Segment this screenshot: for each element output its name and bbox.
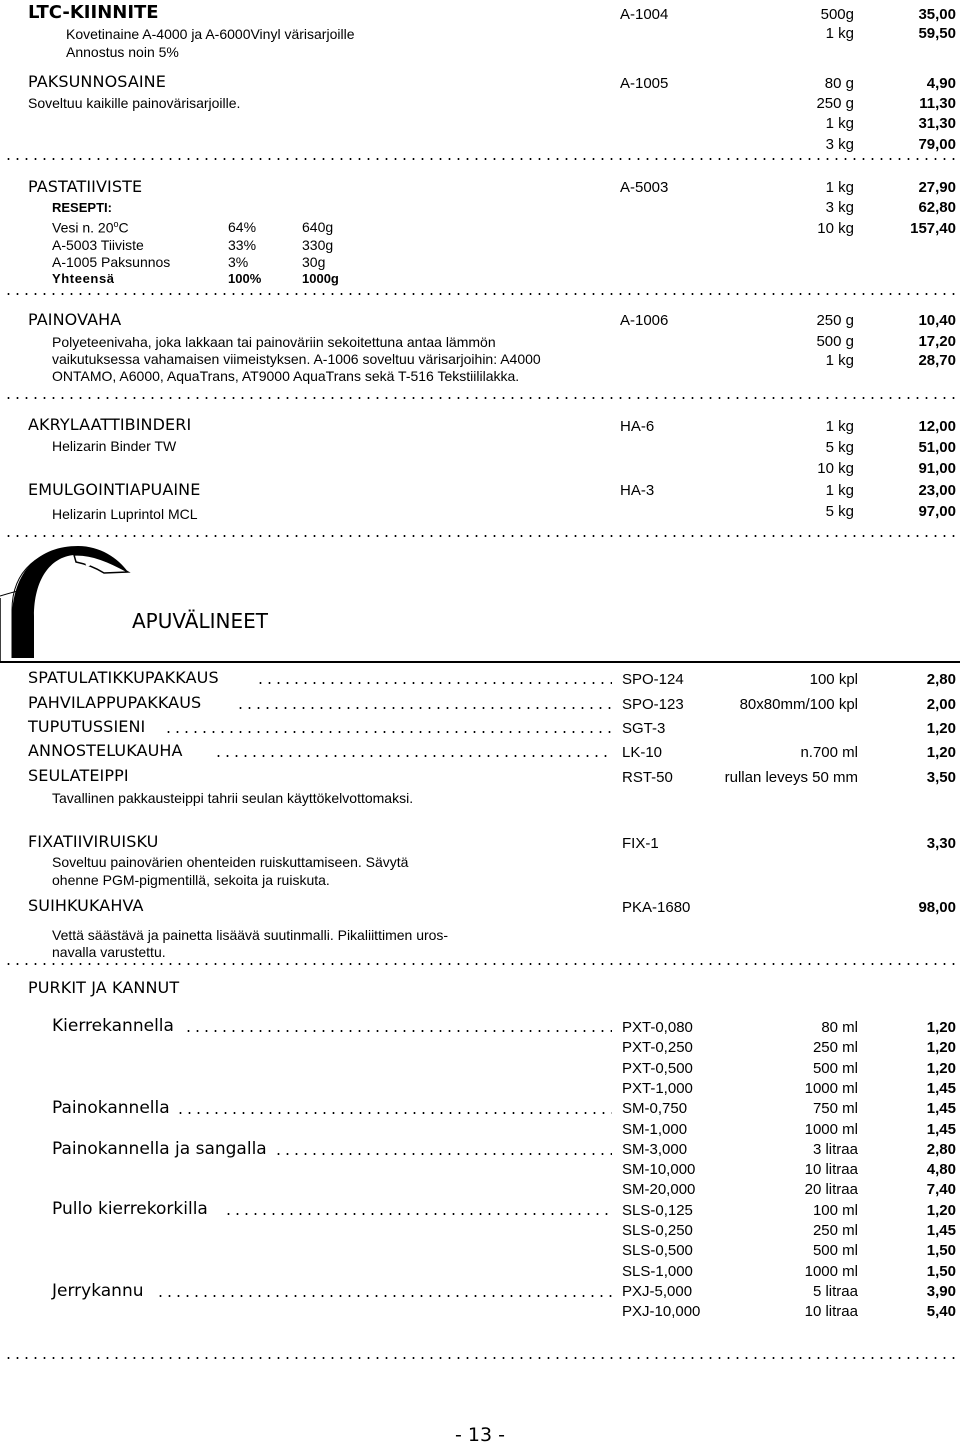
purkit-row-code: SM-3,000	[622, 1141, 688, 1158]
emulg-title: EMULGOINTIAPUAINE	[28, 480, 201, 499]
purkit-row-price: 1,45	[926, 1222, 956, 1239]
recipe-row-pct: 3%	[228, 254, 249, 270]
bird-eye-icon	[86, 562, 91, 567]
purkit-row-price: 4,80	[926, 1161, 956, 1178]
tool-price-tuputussieni: 1,20	[926, 720, 956, 737]
akryl-qty-2: 5 kg	[825, 439, 854, 456]
purkit-row-code: SLS-0,125	[622, 1202, 693, 1219]
painovaha-code: A-1006	[620, 312, 669, 329]
painovaha-title: PAINOVAHA	[28, 310, 122, 329]
purkit-group-painokannella: Painokannella	[52, 1098, 170, 1118]
purkit-row-qty: 250 ml	[812, 1039, 858, 1056]
purkit-row-price: 1,50	[926, 1242, 956, 1259]
paksunnos-price-1: 4,90	[926, 75, 956, 92]
dotted-leader	[164, 731, 612, 733]
dotted-separator	[4, 158, 956, 160]
bird-banner-graphic	[0, 540, 960, 665]
purkit-row-code: SM-0,750	[622, 1100, 688, 1117]
dotted-separator	[4, 963, 956, 965]
purkit-row-price: 1,45	[926, 1100, 956, 1117]
pastatiiviste-title: PASTATIIVISTE	[28, 177, 143, 196]
purkit-row-price: 5,40	[926, 1303, 956, 1320]
purkit-row-code: SM-1,000	[622, 1121, 688, 1138]
tool-code-annostelukauha: LK-10	[622, 744, 663, 761]
recipe-total-pct: 100%	[228, 271, 262, 286]
painovaha-price-3: 28,70	[918, 352, 956, 369]
ltc-title: LTC-KIINNITE	[28, 2, 159, 23]
recipe-row-pct: 64%	[228, 219, 257, 235]
purkit-row-qty: 250 ml	[812, 1222, 858, 1239]
pastatiiviste-qty-3: 10 kg	[817, 220, 854, 237]
recipe-row-amount: 640g	[302, 219, 334, 235]
painovaha-qty-3: 1 kg	[825, 352, 854, 369]
purkit-row-qty: 10 litraa	[804, 1161, 858, 1178]
purkit-row-price: 3,90	[926, 1283, 956, 1300]
recipe-total-name: Yhteensä	[52, 271, 115, 286]
akryl-price-1: 12,00	[918, 418, 956, 435]
recipe-row-name: A-1005 Paksunnos	[52, 254, 171, 270]
pastatiiviste-price-2: 62,80	[918, 199, 956, 216]
purkit-row-code: PXT-0,250	[622, 1039, 693, 1056]
akryl-desc: Helizarin Binder TW	[52, 438, 177, 454]
purkit-row-code: SM-10,000	[622, 1161, 696, 1178]
tool-qty-spatula: 100 kpl	[809, 671, 858, 688]
recipe-label: RESEPTI:	[52, 200, 112, 215]
ltc-price-1: 35,00	[918, 6, 956, 23]
recipe-row-pct: 33%	[228, 237, 257, 253]
purkit-row-code: SLS-0,500	[622, 1242, 693, 1259]
purkit-row-price: 1,50	[926, 1263, 956, 1280]
purkit-row-qty: 500 ml	[812, 1060, 858, 1077]
purkit-row-code: PXJ-10,000	[622, 1303, 701, 1320]
purkit-row-code: SLS-1,000	[622, 1263, 693, 1280]
apuvalineet-heading: APUVÄLINEET	[132, 609, 268, 633]
purkit-row-price: 2,80	[926, 1141, 956, 1158]
purkit-row-qty: 20 litraa	[804, 1181, 858, 1198]
fixatiivi-desc-2: ohenne PGM-pigmentillä, sekoita ja ruiskuta.	[52, 872, 330, 888]
tool-name-spatula: SPATULATIKKUPAKKAUS	[28, 668, 219, 687]
purkit-row-price: 1,20	[926, 1019, 956, 1036]
recipe-row-amount: 30g	[302, 254, 326, 270]
tool-code-seulateippi: RST-50	[622, 769, 673, 786]
dotted-leader	[274, 1153, 612, 1155]
purkit-row-price: 1,45	[926, 1080, 956, 1097]
dotted-leader	[224, 1213, 612, 1215]
painovaha-qty-1: 250 g	[816, 312, 854, 329]
purkit-row-price: 1,20	[926, 1202, 956, 1219]
paksunnos-code: A-1005	[620, 75, 669, 92]
dotted-separator	[4, 293, 956, 295]
fixatiivi-price: 3,30	[926, 835, 956, 852]
purkit-row-price: 1,45	[926, 1121, 956, 1138]
purkit-row-code: SM-20,000	[622, 1181, 696, 1198]
painovaha-price-1: 10,40	[918, 312, 956, 329]
painovaha-desc-1: Polyeteenivaha, joka lakkaan tai painoväriin sekoitettuna antaa lämmön	[52, 334, 496, 350]
purkit-row-code: SLS-0,250	[622, 1222, 693, 1239]
purkit-row-qty: 1000 ml	[804, 1263, 858, 1280]
tool-qty-annostelukauha: n.700 ml	[800, 744, 858, 761]
purkit-row-code: PXT-1,000	[622, 1080, 693, 1097]
purkit-group-jerrykannu: Jerrykannu	[52, 1281, 144, 1301]
suihku-code: PKA-1680	[622, 899, 691, 916]
ltc-code: A-1004	[620, 6, 669, 23]
tool-code-tuputussieni: SGT-3	[622, 720, 666, 737]
purkit-row-code: PXT-0,080	[622, 1019, 693, 1036]
paksunnos-title: PAKSUNNOSAINE	[28, 72, 166, 91]
tool-name-seulateippi: SEULATEIPPI	[28, 766, 129, 785]
pastatiiviste-code: A-5003	[620, 179, 669, 196]
fixatiivi-desc-1: Soveltuu painovärien ohenteiden ruiskuttamiseen. Sävytä	[52, 854, 409, 870]
purkit-row-qty: 1000 ml	[804, 1121, 858, 1138]
tool-price-seulateippi: 3,50	[926, 769, 956, 786]
recipe-total-amount: 1000g	[302, 271, 339, 286]
akryl-price-2: 51,00	[918, 439, 956, 456]
paksunnos-qty-1: 80 g	[824, 75, 854, 92]
pastatiiviste-price-3: 157,40	[910, 220, 956, 237]
tool-name-tuputussieni: TUPUTUSSIENI	[28, 717, 146, 736]
akryl-code: HA-6	[620, 418, 655, 435]
akryl-qty-1: 1 kg	[825, 418, 854, 435]
ltc-qty-2: 1 kg	[825, 25, 854, 42]
recipe-row-name: Vesi n. 20$^o$C	[52, 219, 129, 236]
ltc-desc-2: Annostus noin 5%	[66, 44, 179, 60]
tool-code-pahvilappu: SPO-123	[622, 696, 684, 713]
tool-price-pahvilappu: 2,00	[926, 696, 956, 713]
akryl-price-3: 91,00	[918, 460, 956, 477]
emulg-qty-2: 5 kg	[825, 503, 854, 520]
dotted-leader	[176, 1112, 612, 1114]
tool-qty-seulateippi: rullan leveys 50 mm	[724, 769, 858, 786]
purkit-group-pullo: Pullo kierrekorkilla	[52, 1199, 208, 1219]
emulg-price-2: 97,00	[918, 503, 956, 520]
suihku-desc-2: navalla varustettu.	[52, 944, 166, 960]
ltc-price-2: 59,50	[918, 25, 956, 42]
dotted-separator	[4, 397, 956, 399]
pastatiiviste-qty-1: 1 kg	[825, 179, 854, 196]
emulg-price-1: 23,00	[918, 482, 956, 499]
emulg-qty-1: 1 kg	[825, 482, 854, 499]
purkit-row-qty: 500 ml	[812, 1242, 858, 1259]
recipe-row-name: A-5003 Tiiviste	[52, 237, 144, 253]
suihku-desc-1: Vettä säästävä ja painetta lisäävä suutinmalli. Pikaliittimen uros-	[52, 927, 449, 943]
dotted-leader	[156, 1295, 612, 1297]
purkit-row-code: PXT-0,500	[622, 1060, 693, 1077]
dotted-leader	[256, 682, 612, 684]
dotted-leader	[214, 755, 612, 757]
seulateippi-desc: Tavallinen pakkausteippi tahrii seulan käyttökelvottomaksi.	[52, 790, 414, 806]
purkit-row-price: 1,20	[926, 1060, 956, 1077]
pastatiiviste-price-1: 27,90	[918, 179, 956, 196]
tool-code-spatula: SPO-124	[622, 671, 684, 688]
suihku-price: 98,00	[918, 899, 956, 916]
purkit-row-qty: 3 litraa	[812, 1141, 858, 1158]
painovaha-qty-2: 500 g	[816, 333, 854, 350]
akryl-title: AKRYLAATTIBINDERI	[28, 415, 192, 434]
ltc-qty-1: 500g	[820, 6, 854, 23]
fixatiivi-title: FIXATIIVIRUISKU	[28, 832, 159, 851]
paksunnos-desc: Soveltuu kaikille painovärisarjoille.	[28, 95, 241, 111]
paksunnos-price-3: 31,30	[918, 115, 956, 132]
purkit-heading: PURKIT JA KANNUT	[28, 978, 180, 997]
purkit-row-qty: 10 litraa	[804, 1303, 858, 1320]
purkit-row-qty: 80 ml	[821, 1019, 858, 1036]
emulg-desc: Helizarin Luprintol MCL	[52, 506, 198, 522]
tool-name-annostelukauha: ANNOSTELUKAUHA	[28, 741, 183, 760]
ltc-desc-1: Kovetinaine A-4000 ja A-6000Vinyl värisarjoille	[66, 26, 355, 42]
painovaha-price-2: 17,20	[918, 333, 956, 350]
recipe-row-amount: 330g	[302, 237, 334, 253]
paksunnos-price-2: 11,30	[919, 95, 956, 112]
akryl-qty-3: 10 kg	[817, 460, 854, 477]
paksunnos-qty-2: 250 g	[816, 95, 854, 112]
paksunnos-qty-3: 1 kg	[825, 115, 854, 132]
tool-price-annostelukauha: 1,20	[926, 744, 956, 761]
purkit-row-qty: 100 ml	[812, 1202, 858, 1219]
painovaha-desc-3: ONTAMO, A6000, AquaTrans, AT9000 AquaTrans sekä T-516 Tekstiililakka.	[52, 368, 520, 384]
emulg-code: HA-3	[620, 482, 655, 499]
tool-price-spatula: 2,80	[926, 671, 956, 688]
paksunnos-price-4: 79,00	[918, 136, 956, 153]
paksunnos-qty-4: 3 kg	[825, 136, 854, 153]
purkit-row-qty: 750 ml	[812, 1100, 858, 1117]
purkit-row-price: 1,20	[926, 1039, 956, 1056]
purkit-row-qty: 5 litraa	[812, 1283, 858, 1300]
purkit-group-kierrekannella: Kierrekannella	[52, 1016, 174, 1036]
purkit-row-price: 7,40	[926, 1181, 956, 1198]
painovaha-desc-2: vaikutuksessa vahamaisen viimeistyksen. A-1006 soveltuu värisarjoihin: A4000	[52, 351, 541, 367]
fixatiivi-code: FIX-1	[622, 835, 659, 852]
dotted-separator	[4, 1357, 956, 1359]
tool-name-pahvilappu: PAHVILAPPUPAKKAUS	[28, 693, 202, 712]
pastatiiviste-qty-2: 3 kg	[825, 199, 854, 216]
purkit-row-qty: 1000 ml	[804, 1080, 858, 1097]
dotted-separator	[4, 535, 956, 537]
purkit-group-painokannella-sangalla: Painokannella ja sangalla	[52, 1139, 267, 1159]
page-number: - 13 -	[455, 1424, 505, 1446]
suihku-title: SUIHKUKAHVA	[28, 896, 144, 915]
purkit-row-code: PXJ-5,000	[622, 1283, 693, 1300]
tool-qty-pahvilappu: 80x80mm/100 kpl	[739, 696, 858, 713]
dotted-leader	[184, 1030, 612, 1032]
dotted-leader	[236, 707, 612, 709]
